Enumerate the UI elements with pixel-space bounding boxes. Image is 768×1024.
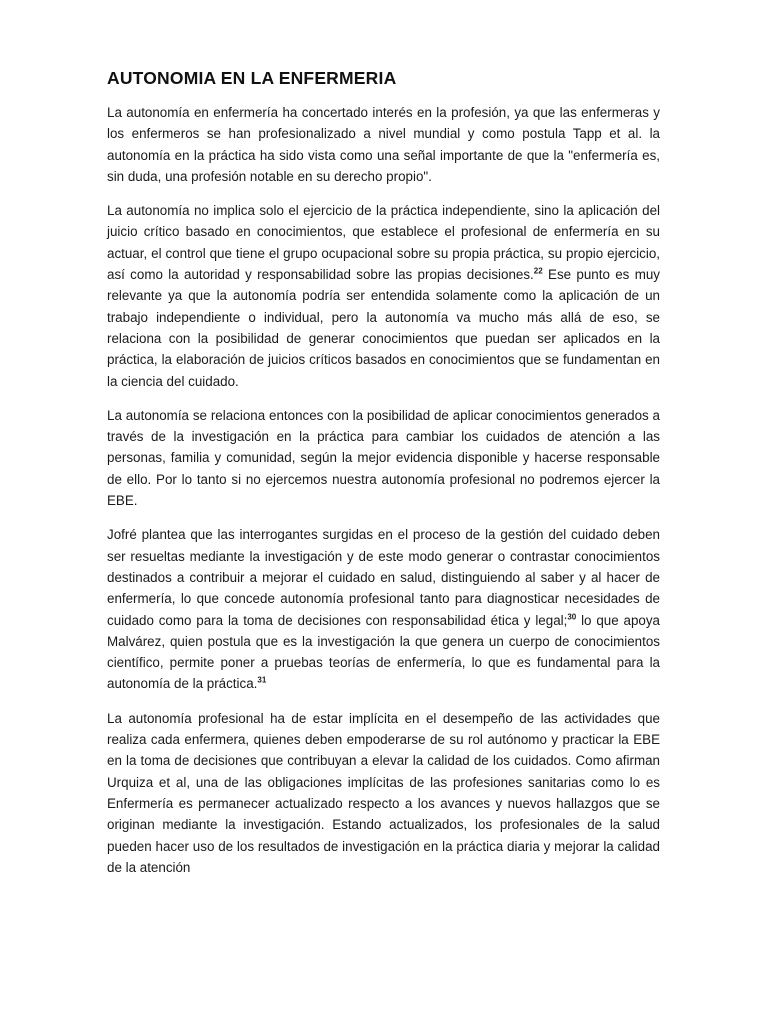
paragraph-3-text: La autonomía se relaciona entonces con la posibilidad de aplicar conocimientos generados a través de la investigación en la práctica para cambiar los cuidados de atención a las personas, familia y comunidad, según la mejor evidencia disponible y hacerse responsable de ello. Por lo tanto si no ejercemos nuestra autonomía profesional no podremos ejercer la EBE.	[107, 407, 660, 509]
reference-22: 22	[533, 266, 543, 276]
paragraph-1-text: La autonomía en enfermería ha concertado interés en la profesión, ya que las enfermeras y los enfermeros se han profesionalizado a nivel mundial y como postula Tapp et al. la autonomía en la práctica ha sido vista como una señal importante de que la "enfermería es, sin duda, una profesión notable en su derecho propio".	[107, 105, 660, 184]
paragraph-2	[107, 200, 660, 392]
paragraph-2-text-a: La autonomía no implica solo el ejercicio de la práctica independiente, sino la aplicación del juicio crítico basado en conocimientos, que establece el profesional de enfermería en su actuar, el control que tiene el grupo ocupacional sobre su propia práctica, su propio ejercicio, así como la autoridad y responsabilidad sobre las propias decisiones.	[107, 203, 660, 283]
document-title: AUTONOMIA EN LA ENFERMERIA	[107, 68, 397, 88]
paragraph-1	[107, 102, 660, 187]
paragraph-2-text-b: Ese punto es muy relevante ya que la autonomía podría ser entendida solamente como la aplicación de un trabajo independiente o individual, pero la autonomía va mucho más allá de eso, se relaciona con la posibilidad de generar conocimientos que puedan ser aplicados en la práctica, la elaboración de juicios críticos basados en conocimientos que se fundamentan en la ciencia del cuidado.	[107, 267, 660, 389]
reference-30: 30	[567, 612, 577, 622]
paragraph-5	[107, 708, 660, 878]
paragraph-5-text: La autonomía profesional ha de estar implícita en el desempeño de las actividades que realiza cada enfermera, quienes deben empoderarse de su rol autónomo y practicar la EBE en la toma de decisiones que contribuyan a elevar la calidad de los cuidados. Como afirman Urquiza et al, una de las obligaciones implícitas de las profesiones sanitarias como lo es Enfermería es permanecer actualizado respecto a los avances y nuevos hallazgos que se originan mediante la investigación. Estando actualizados, los profesionales de la salud pueden hacer uso de los resultados de investigación en la práctica diaria y mejorar la calidad de la atención	[107, 710, 660, 875]
reference-31: 31	[257, 675, 267, 685]
document-page	[107, 68, 660, 891]
paragraph-3	[107, 405, 660, 511]
paragraph-4	[107, 524, 660, 694]
paragraph-4-text-a: Jofré plantea que las interrogantes surgidas en el proceso de la gestión del cuidado deben ser resueltas mediante la investigación y de este modo generar o contrastar conocimientos destinados a contribuir a mejorar el cuidado en salud, distinguiendo al saber y al hacer de enfermería, lo que concede autonomía profesional tanto para diagnosticar necesidades de cuidado como para la toma de decisiones con responsabilidad ética y legal;	[107, 527, 660, 628]
paragraph-4-text-b: lo que apoya Malvárez, quien postula que es la investigación la que genera un cuerpo de conocimientos científico, permite poner a pruebas teorías de enfermería, lo que es fundamental para la autonomía de la práctica.	[107, 612, 660, 692]
